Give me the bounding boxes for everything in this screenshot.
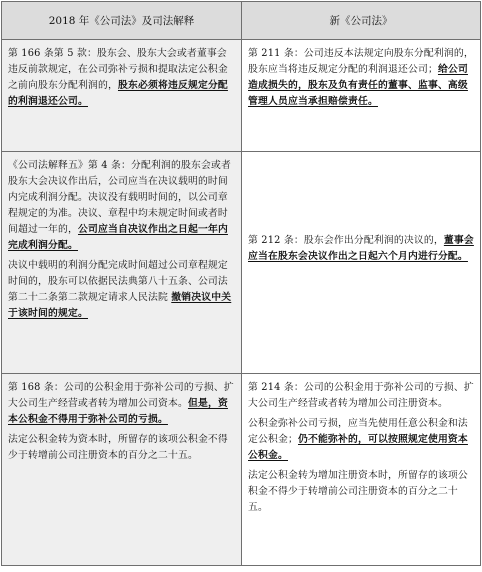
paragraph-text: 决议中载明的利润分配完成时间超过公司章程规定时间的，股东可以依据民法典第八十五条、公司法第二十二条第二款规定请求人民法院 <box>8 260 228 303</box>
paragraph-text: 第 211 条：公司违反本法规定向股东分配利润的，股东应当将违反规定分配的利润退还公司； <box>248 48 474 75</box>
paragraph <box>8 432 235 464</box>
paragraph <box>8 158 235 254</box>
paragraph <box>248 233 474 265</box>
table-row <box>2 374 481 566</box>
paragraph <box>8 380 235 428</box>
new-cell-article-211 <box>242 40 481 152</box>
paragraph <box>8 258 235 322</box>
header-old-law: 2018 年《公司法》及司法解释 <box>2 2 242 40</box>
header-new-law: 新《公司法》 <box>242 2 481 40</box>
paragraph-text: 法定公积金转为增加注册资本时，所留存的该项公积金不得少于转增前公司注册资本的百分之二十五。 <box>248 470 468 513</box>
emphasis-text: 给公司造成损失的，股东及负有责任的董事、监事、高级管理人员应当承担赔偿责任。 <box>248 64 468 107</box>
paragraph-text: 第 214 条：公司的公积金用于弥补公司的亏损、扩大公司生产经营或者转为增加公司注册资本。 <box>248 382 474 409</box>
paragraph <box>248 46 474 110</box>
table-header-row <box>2 2 481 40</box>
paragraph <box>8 46 235 110</box>
emphasis-text: 董事会应当在股东会决议作出之日起六个月内进行分配。 <box>248 235 474 262</box>
paragraph <box>248 380 474 412</box>
paragraph <box>248 468 474 516</box>
new-cell-article-212 <box>242 152 481 374</box>
emphasis-text: 仍不能弥补的，可以按照规定使用资本公积金。 <box>248 434 468 461</box>
emphasis-text: 但是，资本公积金不得用于弥补公司的亏损。 <box>8 398 228 425</box>
table-row <box>2 40 481 152</box>
emphasis-text: 撤销决议中关于该时间的规定。 <box>8 292 232 319</box>
paragraph-text: 第 212 条：股东会作出分配利润的决议的， <box>248 235 444 246</box>
paragraph-text: 法定公积金转为资本时，所留存的该项公积金不得少于转增前公司注册资本的百分之二十五。 <box>8 434 228 461</box>
paragraph-text: 第 168 条：公司的公积金用于弥补公司的亏损、扩大公司生产经营或者转为增加公司资本。 <box>8 382 234 409</box>
emphasis-text: 股东必须将违反规定分配的利润退还公司。 <box>8 80 228 107</box>
old-cell-article-166 <box>2 40 242 152</box>
law-comparison-table <box>1 1 481 566</box>
paragraph <box>248 416 474 464</box>
old-cell-article-168 <box>2 374 242 566</box>
emphasis-text: 公司应当自决议作出之日起一年内完成利润分配。 <box>8 224 228 251</box>
paragraph-text: 公积金弥补公司亏损，应当先使用任意公积金和法定公积金； <box>248 418 468 445</box>
paragraph-text: 《公司法解释五》第 4 条：分配利润的股东会或者股东大会决议作出后，公司应当在决议载明的时间内完成利润分配。决议没有载明时间的，以公司章程规定的为准。决议、章程中均未规定时间或者时间超过一年的， <box>8 160 231 235</box>
paragraph-text: 第 166 条第 5 款：股东会、股东大会或者董事会违反前款规定，在公司弥补亏损和提取法定公积金之前向股东分配利润的， <box>8 48 228 91</box>
new-cell-article-214 <box>242 374 481 566</box>
old-cell-interpretation-5 <box>2 152 242 374</box>
table-row <box>2 152 481 374</box>
